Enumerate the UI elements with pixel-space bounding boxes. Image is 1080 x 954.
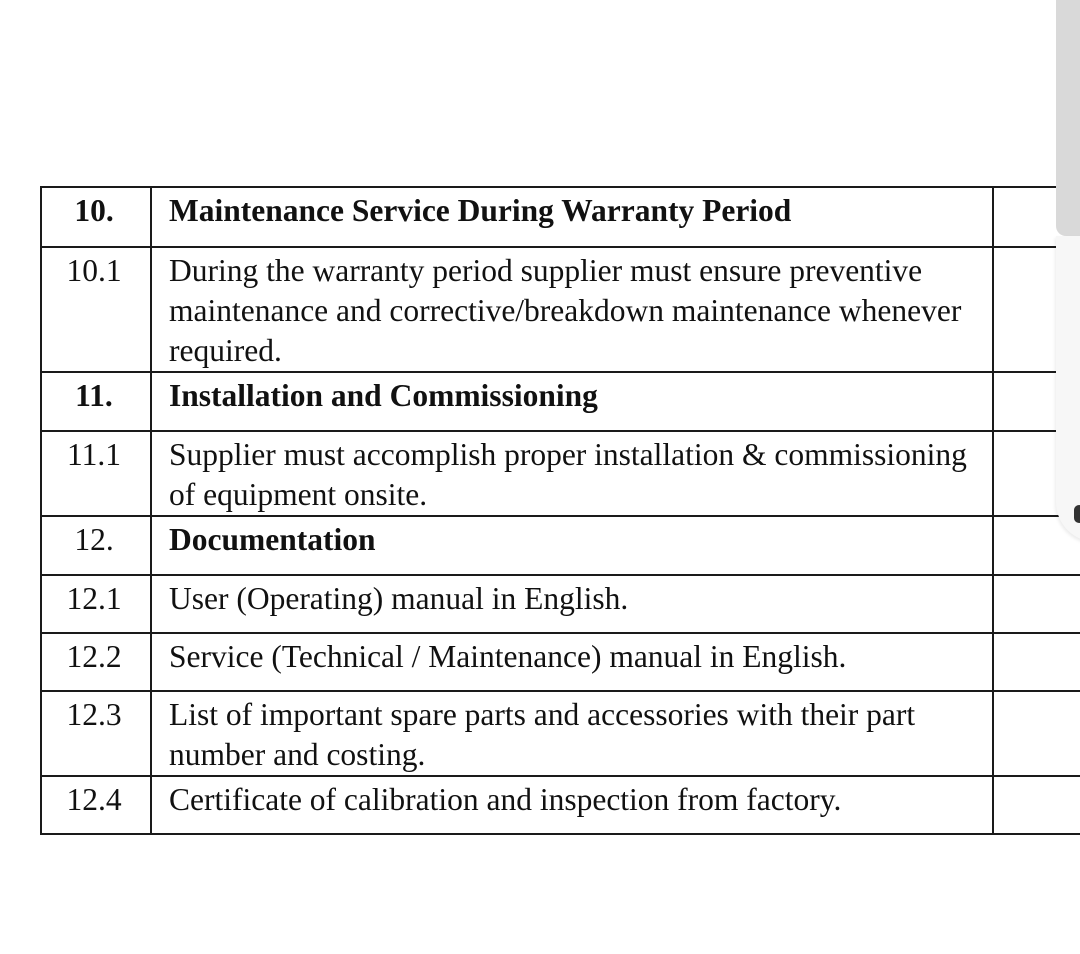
compliance-cell: [993, 633, 1080, 691]
item-number: 12.1: [41, 575, 151, 633]
table-row: [41, 187, 1080, 247]
scrollbar-thumb[interactable]: [1056, 0, 1080, 236]
item-number: 11.: [41, 372, 151, 431]
item-number: 12.: [41, 516, 151, 575]
section-heading: Documentation: [151, 516, 993, 575]
table-row: [41, 633, 1080, 691]
side-panel-edge[interactable]: [1056, 236, 1080, 542]
item-description: Service (Technical / Maintenance) manual in English.: [151, 633, 993, 691]
specification-table: [40, 186, 1080, 835]
item-description: During the warranty period supplier must ensure preventive maintenance and corrective/breakdown maintenance whenever required.: [151, 247, 993, 372]
table-row: [41, 691, 1080, 776]
item-description: Supplier must accomplish proper installation & commissioning of equipment onsite.: [151, 431, 993, 516]
table-row: [41, 776, 1080, 834]
table-row: [41, 575, 1080, 633]
item-description: Certificate of calibration and inspection from factory.: [151, 776, 993, 834]
compliance-cell: [993, 776, 1080, 834]
table-row: [41, 516, 1080, 575]
table-row: [41, 431, 1080, 516]
item-number: 10.1: [41, 247, 151, 372]
table-row: [41, 247, 1080, 372]
item-number: 12.4: [41, 776, 151, 834]
compliance-cell: [993, 575, 1080, 633]
table-row: [41, 372, 1080, 431]
section-heading: Installation and Commissioning: [151, 372, 993, 431]
item-number: 12.2: [41, 633, 151, 691]
compliance-cell: [993, 691, 1080, 776]
item-description: User (Operating) manual in English.: [151, 575, 993, 633]
item-number: 11.1: [41, 431, 151, 516]
handle-dot-icon[interactable]: [1074, 505, 1080, 523]
item-number: 10.: [41, 187, 151, 247]
item-description: List of important spare parts and accessories with their part number and costing.: [151, 691, 993, 776]
section-heading: Maintenance Service During Warranty Period: [151, 187, 993, 247]
item-number: 12.3: [41, 691, 151, 776]
